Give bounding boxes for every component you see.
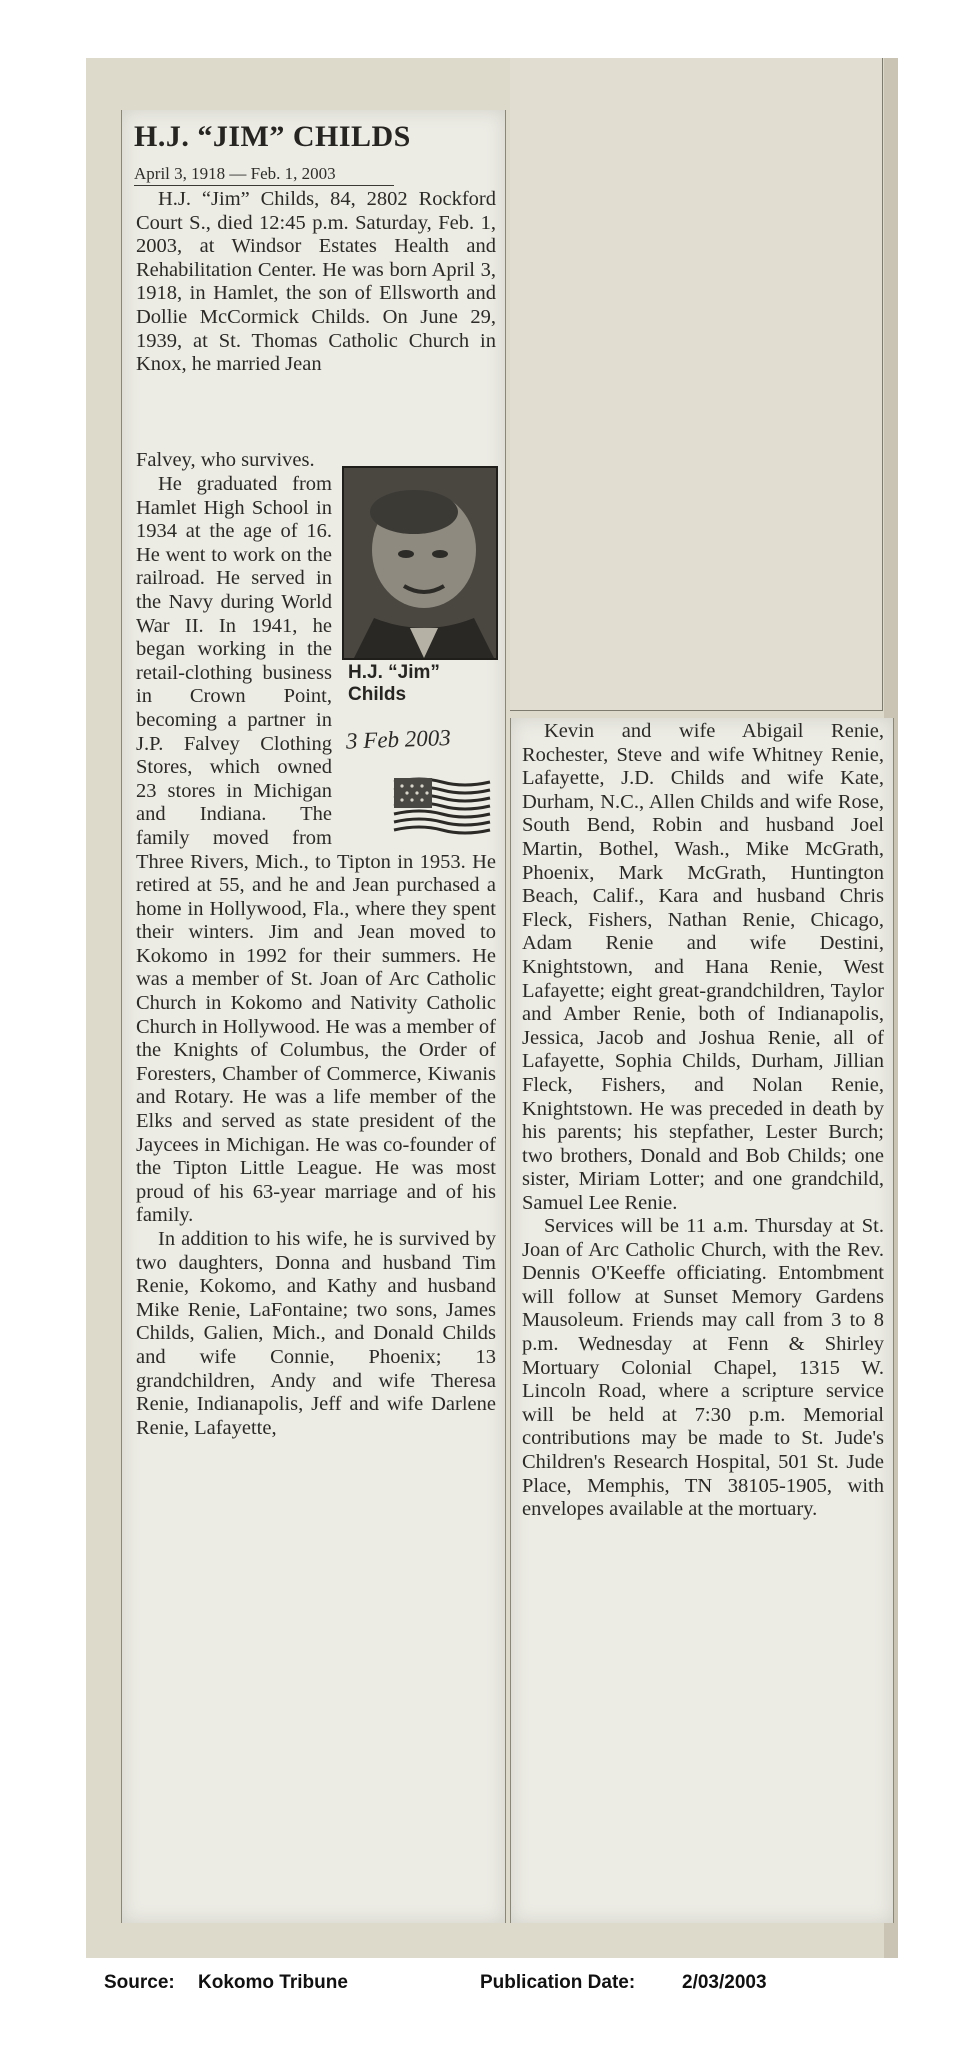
obituary-paragraph-1: H.J. “Jim” Childs, 84, 2802 Rockford Court S., died 12:45 p.m. Saturday, Feb. 1, 2003, at Windsor Estates Health and Rehabilitation Center. He was born April 3, 1918, in Hamlet, the son of Ellsworth and Dollie McCormick Childs. On June 29, 1939, at St. Thomas Catholic Church in Knox, he married Jean bbox=[136, 188, 496, 376]
obituary-paragraph-4: Services will be 11 a.m. Thursday at St. Joan of Arc Catholic Church, with the Rev. Dennis O'Keeffe officiating. Entombment will follow at Sunset Memory Gardens Mausoleum. Friends may call from 3 to 8 p.m. Wednesday at Fenn & Shirley Mortuary Colonial Chapel, 1315 W. Lincoln Road, where a scripture service will be held at 7:30 p.m. Memorial contributions may be made to St. Jude's Children's Research Hospital, 501 St. Jude Place, Memphis, TN 38105-1905, with envelopes available at the mortuary. bbox=[522, 1215, 884, 1521]
obituary-column-1-body bbox=[136, 449, 496, 1440]
obituary-headline: H.J. “JIM” CHILDS bbox=[134, 120, 411, 153]
publication-date-value: 2/03/2003 bbox=[682, 1972, 767, 1993]
blank-paper-area bbox=[510, 58, 883, 711]
obituary-paragraph-1-end: Falvey, who survives. bbox=[136, 449, 315, 471]
photo-caption: H.J. “Jim” Childs bbox=[348, 662, 440, 705]
obituary-paragraph-3: In addition to his wife, he is survived by two daughters, Donna and husband Tim Renie, Kokomo, and Kathy and husband Mike Renie, LaFontaine; two sons, James Childs, Galien, Mich., and Donald Childs and wife Connie, Phoenix; 13 grandchildren, Andy and wife Theresa Renie, Indianapolis, Jeff and wife Darlene Renie, Lafayette, bbox=[136, 1228, 496, 1439]
source-label: Source: bbox=[104, 1972, 175, 1993]
obituary-paragraph-3-continued: Kevin and wife Abigail Renie, Rochester, Steve and wife Whitney Renie, Lafayette, J.D. Childs and wife Kate, Durham, N.C., Allen Childs and wife Rose, South Bend, Robin and husband Joel Martin, Bothel, Wash., Mike McGrath, Phoenix, Mark McGrath, Huntington Beach, Calif., Kara and husband Chris Fleck, Fishers, Nathan Renie, Chicago, Adam Renie and wife Destini, Knightstown, and Hana Renie, West Lafayette; eight great-grandchildren, Taylor and Amber Renie, both of Indianapolis, Jessica, Jacob and Joshua Renie, all of Lafayette, Sophia Childs, Durham, Jillian Fleck, Fishers, and Nolan Renie, Knightstown. He was preceded in death by his parents; his stepfather, Lester Burch; two brothers, Donald and Bob Childs; one sister, Miriam Lotter; and one grandchild, Samuel Lee Renie. bbox=[522, 720, 884, 1214]
obituary-dates: April 3, 1918 — Feb. 1, 2003 bbox=[134, 164, 394, 186]
obituary-paragraph-2: He graduated from Hamlet High School in 1934 at the age of 16. He went to work on the railroad. He served in the Navy during World War II. In 1941, he began working in the retail-clothing business in Crown Point, becoming a partner in J.P. Falvey Clothing Stores, which owned 23 stores in Michigan and Indiana. The family moved from Three Rivers, Mich., to Tipton in 1953. He retired at 55, and he and Jean purchased a home in Hollywood, Fla., where they spent their winters. Jim and Jean moved to Kokomo in 1992 for their summers. He was a member of St. Joan of Arc Catholic Church in Kokomo and Nativity Catholic Church in Hollywood. He was a member of the Knights of Columbus, the Order of Foresters, Chamber of Commerce, Kiwanis and Rotary. He was a life member of the Elks and served as state president of the Jaycees in Michigan. He was co-founder of the Tipton Little League. He was most proud of his 63-year marriage and of his family. bbox=[136, 473, 496, 1227]
handwritten-date-note: 3 Feb 2003 bbox=[345, 724, 452, 754]
publication-date-label: Publication Date: bbox=[480, 1972, 636, 1993]
photo-wrap-spacer bbox=[332, 449, 496, 844]
source-value: Kokomo Tribune bbox=[198, 1972, 348, 1993]
scanned-sheet bbox=[86, 58, 898, 1958]
